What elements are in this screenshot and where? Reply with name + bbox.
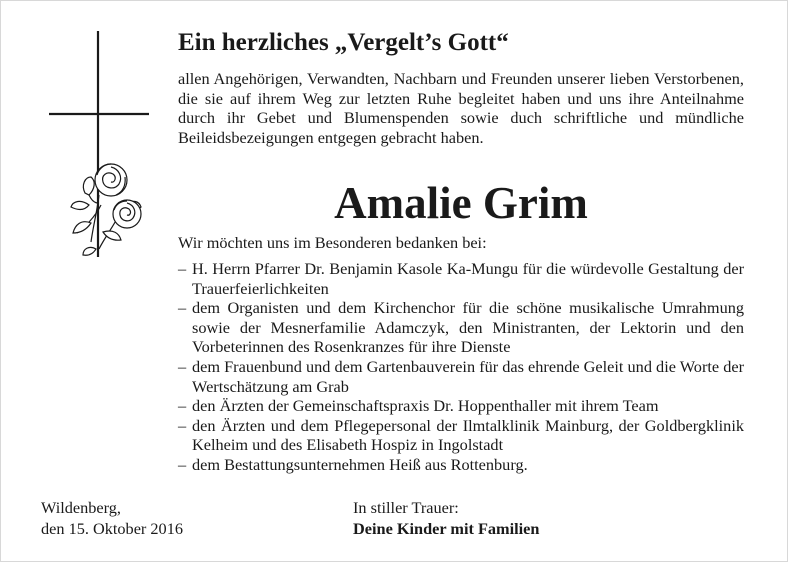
list-item-text: den Ärzten der Gemeinschaftspraxis Dr. Hoppenthaller mit ihrem Team [192, 396, 659, 416]
list-item [178, 396, 744, 416]
page-title: Ein herzliches „Vergelt’s Gott“ [178, 29, 509, 56]
list-item [178, 298, 744, 357]
footer-place: Wildenberg, [41, 498, 121, 517]
list-item-text: dem Organisten und dem Kirchenchor für die schöne musikalische Umrahmung sowie der Mesnerfamilie Adamczyk, den Ministranten, der Lektorin und den Vorbeterinnen des Rosenkranzes für ihre Dienste [192, 298, 744, 357]
list-item [178, 455, 744, 475]
dash-bullet: – [178, 396, 187, 416]
thanks-intro: Wir möchten uns im Besonderen bedanken bei: [178, 233, 487, 252]
deceased-name: Amalie Grim [334, 178, 588, 228]
list-item-text: H. Herrn Pfarrer Dr. Benjamin Kasole Ka-Mungu für die würdevolle Gestaltung der Trauerfeierlichkeiten [192, 259, 744, 298]
footer-signature: Deine Kinder mit Familien [353, 519, 540, 538]
dash-bullet: – [178, 259, 187, 278]
footer-mourning: In stiller Trauer: [353, 498, 459, 517]
list-item-text: dem Frauenbund und dem Gartenbauverein für das ehrende Geleit und die Worte der Wertschätzung am Grab [192, 356, 744, 396]
list-item [178, 416, 744, 455]
intro-text: allen Angehörigen, Verwandten, Nachbarn und Freunden unserer lieben Verstorbenen, die sie auf ihrem Weg zur letzten Ruhe begleitet haben und uns ihre Anteilnahme durch ihr Gebet und Blumenspenden sowie duch schriftliche und mündliche Beileidsbezeigungen entgegen gebracht haben. [178, 69, 744, 147]
dash-bullet: – [178, 356, 187, 376]
dash-bullet: – [178, 298, 187, 318]
dash-bullet: – [178, 454, 187, 474]
dash-bullet: – [178, 415, 187, 435]
cross-with-roses [41, 27, 161, 259]
roses-icon [71, 164, 141, 255]
thanks-list [178, 259, 744, 475]
footer-date: den 15. Oktober 2016 [41, 519, 183, 538]
list-item [178, 259, 744, 298]
list-item-text: den Ärzten und dem Pflegepersonal der Ilmtalklinik Mainburg, der Goldbergklinik Kelheim und des Elisabeth Hospiz in Ingolstadt [192, 415, 744, 455]
list-item-text: dem Bestattungsunternehmen Heiß aus Rottenburg. [192, 454, 528, 474]
list-item [178, 357, 744, 396]
